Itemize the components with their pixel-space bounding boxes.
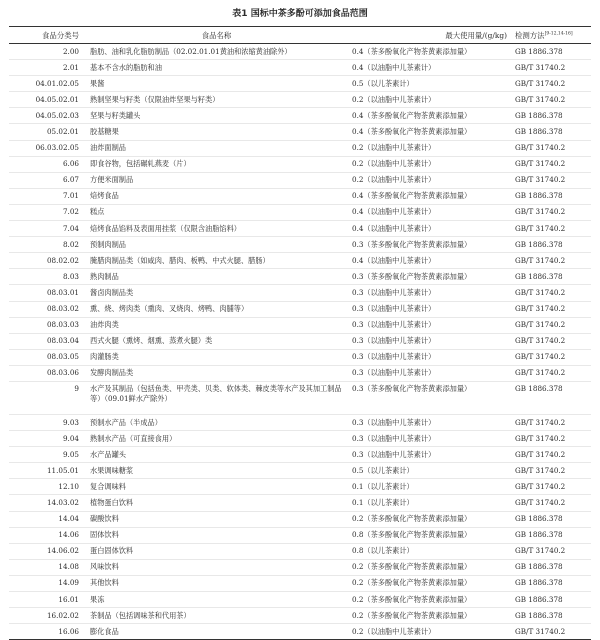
cell-test-method: GB 1886.378 [515,578,563,588]
cell-max-usage: 0.2（茶多酚氧化产物茶黄素添加量） [352,514,472,524]
cell-food-code: 8.03 [62,271,79,281]
cell-test-method: GB/T 31740.2 [515,465,566,475]
cell-test-method: GB 1886.378 [515,191,563,201]
cell-max-usage: 0.3（以油脂中儿茶素计） [352,449,436,459]
cell-food-name: 碳酸饮料 [90,514,119,524]
cell-max-usage: 0.3（以油脂中儿茶素计） [352,433,436,443]
cell-max-usage: 0.2（以油脂中儿茶素计） [352,143,436,153]
cell-test-method: GB 1886.378 [515,594,563,604]
cell-food-name: 熟肉制品 [90,271,119,281]
table-number: 表1 [232,9,248,19]
cell-food-code: 08.03.02 [46,304,79,314]
cell-max-usage: 0.3（以油脂中儿茶素计） [352,320,436,330]
cell-test-method: GB 1886.378 [515,239,563,249]
header-code: 食品分类号 [9,27,85,44]
cell-food-code: 7.01 [62,191,79,201]
cell-max-usage: 0.3（以油脂中儿茶素计） [352,287,436,297]
cell-test-method: GB/T 31740.2 [515,223,566,233]
cell-max-usage: 0.1（以儿茶素计） [352,481,414,491]
cell-food-name: 固体饮料 [90,530,119,540]
cell-food-name: 坚果与籽类罐头 [90,110,141,120]
cell-food-name: 基本不含水的脂肪和油 [90,62,162,72]
cell-test-method: GB/T 31740.2 [515,433,566,443]
cell-test-method: GB/T 31740.2 [515,336,566,346]
cell-max-usage: 0.2（以油脂中儿茶素计） [352,159,436,169]
cell-food-code: 16.02.02 [46,610,79,620]
cell-food-code: 08.03.06 [46,368,79,378]
cell-max-usage: 0.4（以油脂中儿茶素计） [352,62,436,72]
cell-max-usage: 0.3（以油脂中儿茶素计） [352,336,436,346]
table-row [9,108,591,124]
header-method-reference: [9-12,14-16] [544,31,573,37]
cell-test-method: GB 1886.378 [515,530,563,540]
table-row [9,156,591,172]
table-row [9,381,591,414]
table-row [9,253,591,269]
cell-food-code: 05.02.01 [46,127,79,137]
cell-food-name: 植物蛋白饮料 [90,497,134,507]
header-row [9,27,591,44]
cell-max-usage: 0.4（以油脂中儿茶素计） [352,223,436,233]
cell-food-name: 复合调味料 [90,481,126,491]
table-title: 国标中茶多酚可添加食品范围 [250,9,368,19]
cell-food-name: 熟制水产品（可直接食用） [90,433,177,443]
cell-food-name: 果酱 [90,78,105,88]
cell-test-method: GB/T 31740.2 [515,546,566,556]
cell-food-code: 04.05.02.03 [35,110,79,120]
cell-food-code: 16.06 [58,626,79,636]
cell-max-usage: 0.5（以儿茶素计） [352,78,414,88]
table-row [9,92,591,108]
table-row [9,575,591,591]
table-row [9,463,591,479]
table-row [9,592,591,608]
cell-max-usage: 0.3（茶多酚氧化产物茶黄素添加量） [352,271,472,281]
cell-food-name: 预制水产品（半成品） [90,417,162,427]
cell-food-code: 14.06 [58,530,79,540]
cell-test-method: GB/T 31740.2 [515,78,566,88]
table-row [9,479,591,495]
table-row [9,301,591,317]
cell-test-method: GB 1886.378 [515,46,563,56]
table-row [9,44,591,60]
table-body [9,44,591,640]
cell-test-method: GB/T 31740.2 [515,143,566,153]
cell-food-code: 7.04 [62,223,79,233]
table-row [9,414,591,430]
cell-test-method: GB/T 31740.2 [515,368,566,378]
cell-food-name: 方便米面制品 [90,175,134,185]
header-limit: 最大使用量/(g/kg) [348,27,511,44]
cell-max-usage: 0.8（茶多酚氧化产物茶黄素添加量） [352,530,472,540]
table-row [9,511,591,527]
cell-food-name: 油炸肉类 [90,320,119,330]
table-row [9,349,591,365]
cell-food-name: 焙烤食品 [90,191,119,201]
table-row [9,527,591,543]
cell-food-code: 9.05 [62,449,79,459]
cell-food-name: 预制肉制品 [90,239,126,249]
cell-test-method: GB/T 31740.2 [515,626,566,636]
cell-food-code: 08.03.03 [46,320,79,330]
cell-food-name: 油炸面制品 [90,143,126,153]
cell-food-name: 焙烤食品馅料及表面用挂浆（仅限含油脂馅料） [90,223,241,233]
cell-max-usage: 0.2（以油脂中儿茶素计） [352,175,436,185]
cell-test-method: GB 1886.378 [515,514,563,524]
cell-food-name: 发酵肉制品类 [90,368,134,378]
table-row [9,76,591,92]
cell-max-usage: 0.3（以油脂中儿茶素计） [352,352,436,362]
cell-max-usage: 0.3（茶多酚氧化产物茶黄素添加量） [352,239,472,249]
cell-food-code: 2.00 [62,46,79,56]
cell-food-name: 风味饮料 [90,562,119,572]
cell-test-method: GB 1886.378 [515,562,563,572]
cell-food-name: 肉灌肠类 [90,352,119,362]
table-row [9,204,591,220]
table-row [9,269,591,285]
cell-test-method: GB/T 31740.2 [515,287,566,297]
table-row [9,624,591,640]
table-row [9,447,591,463]
cell-max-usage: 0.1（以儿茶素计） [352,497,414,507]
cell-max-usage: 0.3（茶多酚氧化产物茶黄素添加量） [352,383,472,393]
cell-food-name: 胶基糖果 [90,127,119,137]
cell-food-code: 11.05.01 [46,465,79,475]
cell-food-name: 熟制坚果与籽类（仅限油炸坚果与籽类） [90,94,220,104]
cell-food-code: 16.01 [58,594,79,604]
cell-food-code: 08.03.05 [46,352,79,362]
cell-max-usage: 0.2（以油脂中儿茶素计） [352,94,436,104]
cell-test-method: GB 1886.378 [515,110,563,120]
cell-food-code: 14.09 [58,578,79,588]
cell-food-name: 茶制品（包括调味茶和代用茶） [90,610,191,620]
cell-max-usage: 0.3（以油脂中儿茶素计） [352,417,436,427]
cell-food-code: 04.05.02.01 [35,94,79,104]
cell-food-code: 7.02 [62,207,79,217]
cell-max-usage: 0.3（以油脂中儿茶素计） [352,304,436,314]
cell-test-method: GB 1886.378 [515,383,563,393]
cell-max-usage: 0.5（以儿茶素计） [352,465,414,475]
cell-max-usage: 0.4（茶多酚氧化产物茶黄素添加量） [352,191,472,201]
cell-test-method: GB/T 31740.2 [515,320,566,330]
cell-max-usage: 0.4（以油脂中儿茶素计） [352,207,436,217]
table-row [9,431,591,447]
cell-test-method: GB/T 31740.2 [515,497,566,507]
table-row [9,124,591,140]
cell-food-name: 熏、烧、烤肉类（熏肉、叉烧肉、烤鸭、肉脯等） [90,304,249,314]
cell-test-method: GB/T 31740.2 [515,175,566,185]
cell-max-usage: 0.4（茶多酚氧化产物茶黄素添加量） [352,127,472,137]
cell-test-method: GB/T 31740.2 [515,159,566,169]
cell-max-usage: 0.2（茶多酚氧化产物茶黄素添加量） [352,562,472,572]
cell-food-code: 14.03.02 [46,497,79,507]
cell-test-method: GB/T 31740.2 [515,417,566,427]
cell-max-usage: 0.8（以儿茶素计） [352,546,414,556]
cell-food-name: 脂肪、油和乳化脂肪制品（02.02.01.01黄油和浓缩黄油除外） [90,46,292,56]
cell-food-code: 6.06 [62,159,79,169]
cell-max-usage: 0.2（茶多酚氧化产物茶黄素添加量） [352,610,472,620]
header-name: 食品名称 [85,27,348,44]
cell-test-method: GB 1886.378 [515,271,563,281]
cell-food-code: 08.03.04 [46,336,79,346]
cell-food-name: 即食谷物，包括碾轧燕麦（片） [90,159,191,169]
cell-test-method: GB/T 31740.2 [515,449,566,459]
cell-food-name: 水果调味糖浆 [90,465,134,475]
cell-test-method: GB/T 31740.2 [515,304,566,314]
cell-food-code: 08.03.01 [46,287,79,297]
cell-food-name: 酱卤肉制品类 [90,287,134,297]
cell-food-code: 08.02.02 [46,255,79,265]
cell-max-usage: 0.2（以油脂中儿茶素计） [352,626,436,636]
cell-test-method: GB 1886.378 [515,127,563,137]
cell-food-name: 蛋白固体饮料 [90,546,134,556]
cell-food-name: 水产及其制品（包括鱼类、甲壳类、贝类、软体类、棘皮类等水产及其加工制品等）（09.01鲜水产除外） [90,383,342,403]
cell-max-usage: 0.4（茶多酚氧化产物茶黄素添加量） [352,110,472,120]
table-caption [9,6,591,22]
food-scope-table [9,26,591,640]
table-row [9,317,591,333]
cell-food-code: 9.03 [62,417,79,427]
table-header [9,27,591,44]
cell-food-code: 14.08 [58,562,79,572]
table-row [9,285,591,301]
header-method-cell [511,27,591,44]
cell-test-method: GB/T 31740.2 [515,94,566,104]
table-row [9,237,591,253]
cell-max-usage: 0.2（茶多酚氧化产物茶黄素添加量） [352,578,472,588]
cell-food-code: 14.04 [58,514,79,524]
cell-test-method: GB/T 31740.2 [515,255,566,265]
cell-food-name: 其他饮料 [90,578,119,588]
table-row [9,333,591,349]
cell-food-name: 腌腊肉制品类（如咸肉、腊肉、板鸭、中式火腿、腊肠） [90,255,270,265]
cell-food-name: 果冻 [90,594,105,604]
table-row [9,172,591,188]
table-row [9,221,591,237]
cell-food-name: 糕点 [90,207,105,217]
cell-max-usage: 0.3（以油脂中儿茶素计） [352,368,436,378]
cell-test-method: GB/T 31740.2 [515,207,566,217]
table-row [9,608,591,624]
table-row [9,365,591,381]
cell-food-name: 西式火腿（熏烤、烟熏、蒸煮火腿）类 [90,336,213,346]
table-row [9,495,591,511]
cell-food-code: 8.02 [62,239,79,249]
cell-test-method: GB/T 31740.2 [515,352,566,362]
cell-food-name: 水产品罐头 [90,449,126,459]
table-row [9,60,591,76]
cell-food-name: 膨化食品 [90,626,119,636]
cell-food-code: 9.04 [62,433,79,443]
cell-test-method: GB/T 31740.2 [515,481,566,491]
cell-food-code: 6.07 [62,175,79,185]
cell-food-code: 9 [74,383,79,393]
cell-max-usage: 0.4（茶多酚氧化产物茶黄素添加量） [352,46,472,56]
table-row [9,559,591,575]
table-row [9,188,591,204]
cell-food-code: 2.01 [62,62,79,72]
cell-food-code: 06.03.02.05 [35,143,79,153]
header-method: 检测方法 [515,30,545,40]
cell-food-code: 04.01.02.05 [35,78,79,88]
cell-test-method: GB/T 31740.2 [515,62,566,72]
cell-max-usage: 0.4（以油脂中儿茶素计） [352,255,436,265]
table-row [9,140,591,156]
cell-food-code: 14.06.02 [46,546,79,556]
cell-food-code: 12.10 [58,481,79,491]
cell-test-method: GB 1886.378 [515,610,563,620]
table-row [9,543,591,559]
cell-max-usage: 0.2（茶多酚氧化产物茶黄素添加量） [352,594,472,604]
